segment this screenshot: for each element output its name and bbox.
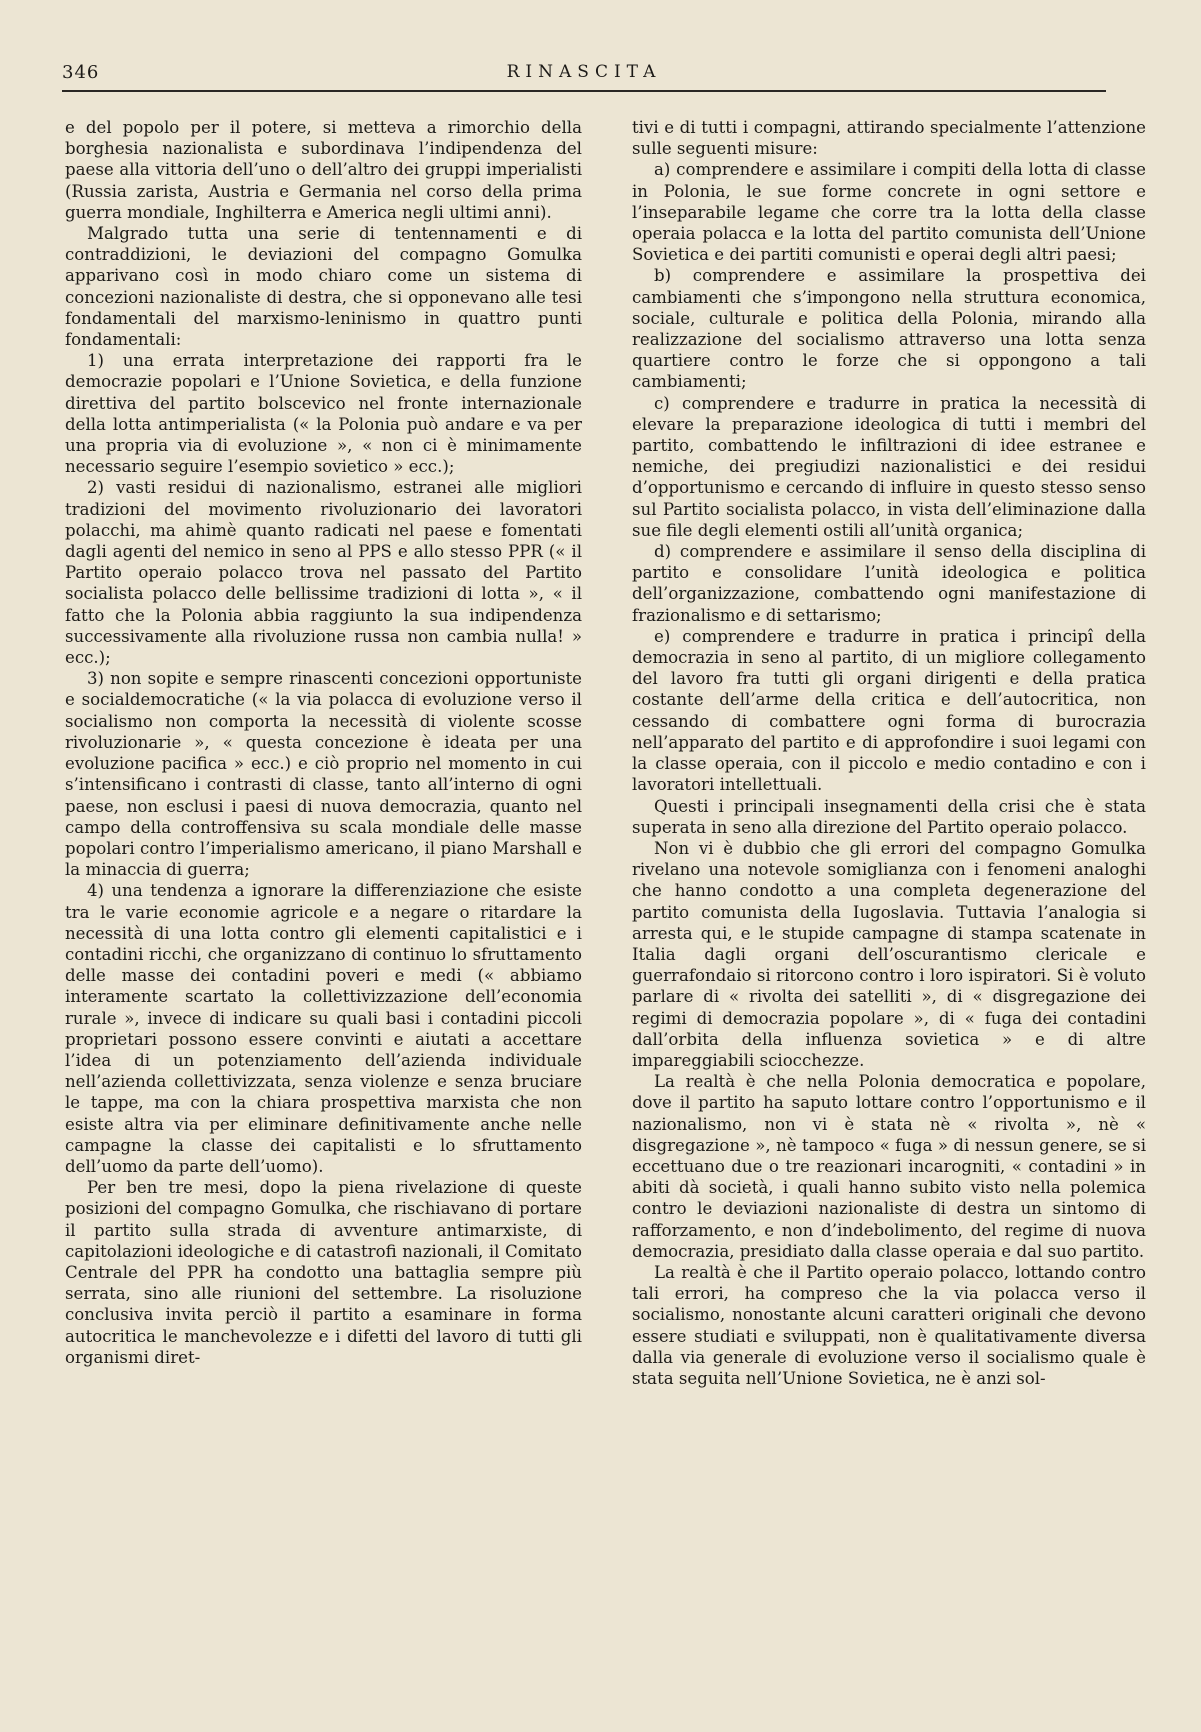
paragraph: La realtà è che nella Polonia democratica e popolare, dove il partito ha saputo lottare contro l’opportunismo e il nazionalismo, non vi è stata nè « rivolta », nè « disgregazione », nè tampoco « fuga » di nessun genere, se si eccettuano due o tre reazionari incarogniti, « contadini » in abiti dà società, i quali hanno subito visto nella polemica contro le deviazioni nazionaliste di destra un sintomo di rafforzamento, e non d’indebolimento, del regime di nuova democrazia, presidiato dalla classe operaia e dal suo partito. xyxy=(632,1072,1146,1261)
paragraph: tivi e di tutti i compagni, attirando specialmente l’attenzione sulle seguenti misure: xyxy=(632,118,1146,159)
paragraph: 4) una tendenza a ignorare la differenziazione che esiste tra le varie economie agricole e a negare o ritardare la necessità di una lotta contro gli elementi capitalistici e i contadini ricchi, che organizzano di continuo lo sfruttamento delle masse dei contadini poveri e medi (« abbiamo interamente scartato la collettivizzazione dell’economia rurale », invece di indicare su quali basi i contadini piccoli proprietari possono essere convinti e aiutati a accettare l’idea di un potenziamento dell’azienda individuale nell’azienda collettivizzata, senza violenze e senza bruciare le tappe, ma con la chiara prospettiva marxista che non esiste altra via per eliminare definitivamente anche nelle campagne la classe dei capitalisti e lo sfruttamento dell’uomo da parte dell’uomo). xyxy=(65,881,582,1176)
right-column xyxy=(632,117,1146,1389)
page-number: 346 xyxy=(62,62,100,83)
paragraph: Non vi è dubbio che gli errori del compagno Gomulka rivelano una notevole somiglianza con i fenomeni analoghi che hanno condotto a una completa degenerazione del partito comunista della Iugoslavia. Tuttavia l’analogia si arresta qui, e le stupide campagne di stampa scatenate in Italia dagli organi dell’oscurantismo clericale e guerrafondaio si ritorcono contro i loro ispiratori. Si è voluto parlare di « rivolta dei satelliti », di « disgregazione dei regimi di democrazia popolare », di « fuga dei contadini dall’orbita della influenza sovietica » e di altre impareggiabili sciocchezze. xyxy=(632,838,1146,1070)
paragraph: Malgrado tutta una serie di tentennamenti e di contraddizioni, le deviazioni del compagno Gomulka apparivano così in modo chiaro come un sistema di concezioni nazionaliste di destra, che si opponevano alle tesi fondamentali del marxismo-leninismo in quattro punti fondamentali: xyxy=(65,224,582,350)
paragraph: d) comprendere e assimilare il senso della disciplina di partito e consolidare l’unità ideologica e politica dell’organizzazione, combattendo ogni manifestazione di frazionalismo e di settarismo; xyxy=(632,542,1146,625)
paragraph: c) comprendere e tradurre in pratica la necessità di elevare la preparazione ideologica di tutti i membri del partito, combattendo le infiltrazioni di idee estranee e nemiche, dei pregiudizi nazionalistici e dei residui d’opportunismo e cercando di influire in questo stesso senso sul Partito socialista polacco, in vista dell’eliminazione dalla sue file degli elementi ostili all’unità organica; xyxy=(632,393,1146,540)
paragraph: a) comprendere e assimilare i compiti della lotta di classe in Polonia, le sue forme concrete in ogni settore e l’inseparabile legame che corre tra la lotta della classe operaia polacca e la lotta del partito comunista dell’Unione Sovietica e dei partiti comunisti e operai degli altri paesi; xyxy=(632,160,1146,265)
left-column xyxy=(65,117,582,1368)
paragraph: 1) una errata interpretazione dei rapporti fra le democrazie popolari e l’Unione Sovietica, e della funzione direttiva del partito bolscevico nel fronte internazionale della lotta antimperialista (« la Polonia può andare e va per una propria via di evoluzione », « non ci è minimamente necessario seguire l’esempio sovietico » ecc.); xyxy=(65,351,582,477)
page-header xyxy=(62,62,1106,90)
paragraph: 2) vasti residui di nazionalismo, estranei alle migliori tradizioni del movimento rivoluzionario dei lavoratori polacchi, ma ahimè quanto radicati nel paese e fomentati dagli agenti del nemico in seno al PPS e allo stesso PPR (« il Partito operaio polacco trova nel passato del Partito socialista polacco delle bellissime tradizioni di lotta », « il fatto che la Polonia abbia raggiunto la sua indipendenza successivamente alla rivoluzione russa non cambia nulla! » ecc.); xyxy=(65,478,582,668)
paragraph: Questi i principali insegnamenti della crisi che è stata superata in seno alla direzione del Partito operaio polacco. xyxy=(632,796,1146,837)
running-title: RINASCITA xyxy=(506,62,662,82)
paragraph: Per ben tre mesi, dopo la piena rivelazione di queste posizioni del compagno Gomulka, che rischiavano di portare il partito sulla strada di avventure antimarxiste, di capitolazioni ideologiche e di catastrofi nazionali, il Comitato Centrale del PPR ha condotto una battaglia sempre più serrata, sino alle riunioni del settembre. La risoluzione conclusiva invita perciò il partito a esaminare in forma autocritica le manchevolezze e i difetti del lavoro di tutti gli organismi diret- xyxy=(65,1178,582,1367)
header-rule xyxy=(62,90,1106,92)
paragraph: La realtà è che il Partito operaio polacco, lottando contro tali errori, ha compreso che la via polacca verso il socialismo, nonostante alcuni caratteri originali che devono essere studiati e sviluppati, non è qualitativamente diversa dalla via generale di evoluzione verso il socialismo quale è stata seguita nell’Unione Sovietica, ne è anzi sol- xyxy=(632,1262,1146,1388)
paragraph: b) comprendere e assimilare la prospettiva dei cambiamenti che s’impongono nella struttura economica, sociale, culturale e politica della Polonia, mirando alla realizzazione del socialismo attraverso una lotta senza quartiere contro le forze che si oppongono a tali cambiamenti; xyxy=(632,266,1146,392)
paragraph: e del popolo per il potere, si metteva a rimorchio della borghesia nazionalista e subordinava l’indipendenza del paese alla vittoria dell’uno o dell’altro dei gruppi imperialisti (Russia zarista, Austria e Germania nel corso della prima guerra mondiale, Inghilterra e America negli ultimi anni). xyxy=(65,118,582,222)
paragraph: e) comprendere e tradurre in pratica i principî della democrazia in seno al partito, di un migliore collegamento del lavoro fra tutti gli organi dirigenti e della pratica costante dell’arme della critica e dell’autocritica, non cessando di combattere ogni forma di burocrazia nell’apparato del partito e di approfondire i suoi legami con la classe operaia, con il piccolo e medio contadino e con i lavoratori intellettuali. xyxy=(632,626,1146,795)
paragraph: 3) non sopite e sempre rinascenti concezioni opportuniste e socialdemocratiche (« la via polacca di evoluzione verso il socialismo non comporta la necessità di violente scosse rivoluzionarie », « questa concezione è ideata per una evoluzione pacifica » ecc.) e ciò proprio nel momento in cui s’intensificano i contrasti di classe, tanto all’interno di ogni paese, non esclusi i paesi di nuova democrazia, quanto nel campo della controffensiva su scala mondiale delle masse popolari contro l’imperialismo americano, il piano Marshall e la minaccia di guerra; xyxy=(65,669,582,880)
